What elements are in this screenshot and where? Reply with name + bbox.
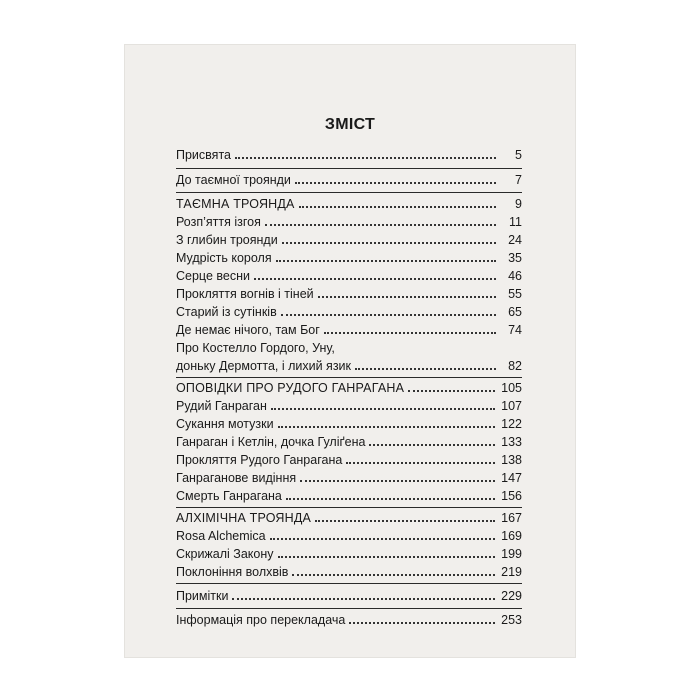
leader-dots [292,574,495,576]
section-divider [176,168,522,169]
toc-entry-dedication [176,147,522,163]
toc-entry-label: доньку Дермотта, і лихий язик [176,359,352,373]
toc-entry-page: 169 [501,529,522,543]
toc-entry-label: Смерть Ганрагана [176,489,282,503]
toc-entry-page: 219 [501,565,522,579]
leader-dots [408,390,495,392]
leader-dots [278,556,496,558]
toc-entry-page: 9 [515,197,522,211]
toc-entry-page: 46 [508,269,522,283]
toc-entry-page: 65 [508,305,522,319]
section-divider [176,192,522,193]
toc-entry-page: 167 [501,511,522,525]
toc-section-label: АЛХІМІЧНА ТРОЯНДА [176,511,312,525]
toc-entry-label: З глибин троянди [176,233,278,247]
toc-section-hanrahan [176,380,522,396]
leader-dots [270,538,496,540]
leader-dots [254,278,496,280]
toc-entry-page: 74 [508,323,522,337]
toc-entry [176,416,522,432]
toc-entry-label: Серце весни [176,269,250,283]
toc-entry-page: 24 [508,233,522,247]
toc-entry [176,470,522,486]
toc-entry [176,322,522,338]
toc-entry-label: Старий із сутінків [176,305,277,319]
toc-entry-label: Поклоніння волхвів [176,565,289,579]
toc-section-label: ОПОВІДКИ ПРО РУДОГО ГАНРАГАНА [176,381,405,395]
leader-dots [349,622,495,624]
leader-dots [286,498,495,500]
toc-entry-label: Примітки [176,589,229,603]
toc-entry [176,528,522,544]
toc-entry [176,398,522,414]
section-divider [176,377,522,378]
toc-entry-page: 107 [501,399,522,413]
leader-dots [276,260,496,262]
leader-dots [318,296,496,298]
toc-entry-page: 133 [501,435,522,449]
leader-dots [235,157,496,159]
toc-entry [176,304,522,320]
toc-entry-page: 5 [515,148,522,162]
leader-dots [281,314,496,316]
toc-entry [176,434,522,450]
toc-entry-translator-info [176,612,522,628]
toc-entry-label: До таємної троянди [176,173,291,187]
toc-entry-label: Ганраган і Кетлін, дочка Гуліґена [176,435,366,449]
toc-entry-page: 7 [515,173,522,187]
toc-entry-label: Мудрість короля [176,251,272,265]
toc-entry-label: Прокляття вогнів і тіней [176,287,314,301]
toc-entry-label: Де немає нічого, там Бог [176,323,320,337]
leader-dots [271,408,495,410]
toc-entry-label-line1: Про Костелло Гордого, Уну, [176,341,335,355]
toc-entry-page: 253 [501,613,522,627]
toc-entry-page: 138 [501,453,522,467]
toc-entry-label: Присвята [176,148,231,162]
toc-entry-page: 147 [501,471,522,485]
toc-section-alchemical-rose [176,510,522,526]
leader-dots [369,444,495,446]
toc-entry [176,250,522,266]
toc-entry-label: Сукання мотузки [176,417,274,431]
toc-entry [176,488,522,504]
toc-section-label: ТАЄМНА ТРОЯНДА [176,197,295,211]
toc-entry [176,564,522,580]
toc-entry [176,286,522,302]
section-divider [176,608,522,609]
leader-dots [346,462,495,464]
toc-entry-page: 229 [501,589,522,603]
toc-entry-page: 199 [501,547,522,561]
toc-entry-label: Прокляття Рудого Ганрагана [176,453,343,467]
toc-entry [176,268,522,284]
section-divider [176,507,522,508]
toc-entry-label: Rosa Alchemica [176,529,266,543]
leader-dots [295,182,496,184]
toc-entry-page: 82 [508,359,522,373]
toc-section-secret-rose [176,196,522,212]
toc-entry-label: Розп’яття ізгоя [176,215,261,229]
leader-dots [278,426,496,428]
book-page [125,45,575,657]
leader-dots [282,242,496,244]
section-divider [176,583,522,584]
toc-entry-label: Інформація про перекладача [176,613,346,627]
leader-dots [324,332,496,334]
leader-dots [265,224,496,226]
toc-title: ЗМІСТ [324,116,376,133]
leader-dots [299,206,496,208]
toc-entry-page: 35 [508,251,522,265]
toc-entry [176,214,522,230]
leader-dots [315,520,495,522]
leader-dots [355,368,496,370]
leader-dots [300,480,495,482]
toc-entry [176,546,522,562]
toc-entry-page: 55 [508,287,522,301]
leader-dots [232,598,495,600]
toc-entry-to-secret-rose [176,172,522,188]
toc-entry-page: 105 [501,381,522,395]
toc-entry [176,232,522,248]
toc-entry [176,358,522,374]
toc-entry-label: Ганраганове видіння [176,471,297,485]
toc-entry [176,452,522,468]
toc-entry-page: 122 [501,417,522,431]
toc-entry-notes [176,588,522,604]
toc-entry-label: Скрижалі Закону [176,547,274,561]
toc-entry-page: 156 [501,489,522,503]
toc-entry-page: 11 [509,215,522,229]
toc-entry-label: Рудий Ганраган [176,399,267,413]
